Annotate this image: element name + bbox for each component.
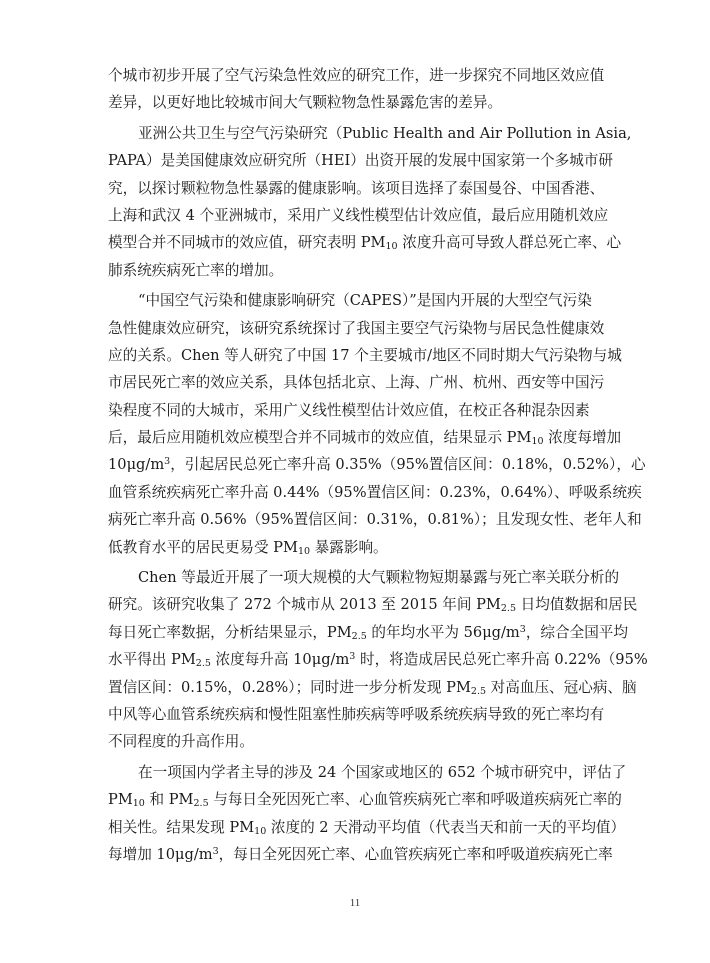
paragraph <box>108 62 604 117</box>
text-run: 肺系统疾病死亡率的增加。 <box>108 261 284 279</box>
subscript: 2.5 <box>500 603 516 615</box>
text-line <box>108 89 604 116</box>
text-run: 染程度不同的大城市，采用广义线性模型估计效应值，在校正各种混杂因素 <box>108 401 590 419</box>
text-run: 置信区间：0.15%，0.28%）；同时进一步分析发现 PM <box>108 678 471 696</box>
text-line <box>108 397 604 424</box>
text-run: 和 PM <box>144 791 194 809</box>
text-run: 时，将造成居民总死亡率升高 0.22%（95% <box>355 651 648 669</box>
text-run: 应的关系。Chen 等人研究了中国 17 个主要城市/地区不同时期大气污染物与城 <box>108 346 622 364</box>
text-run: 浓度每增加 <box>543 429 622 447</box>
text-run: 差异，以更好地比较城市间大气颗粒物急性暴露危害的差异。 <box>108 94 503 112</box>
text-line <box>108 619 628 646</box>
text-run: 浓度每升高 10μg/m <box>210 651 350 669</box>
text-line <box>108 564 620 591</box>
superscript: 3 <box>164 456 171 468</box>
text-line <box>108 674 637 701</box>
text-run: ，引起居民总死亡率升高 0.35%（95%置信区间：0.18%，0.52%），心 <box>170 456 646 474</box>
text-run: 对高血压、冠心病、脑 <box>486 678 637 696</box>
superscript: 3 <box>349 651 356 663</box>
text-line <box>108 175 604 202</box>
text-line <box>108 451 646 478</box>
text-line <box>108 342 622 369</box>
subscript: 2.5 <box>351 630 367 642</box>
text-run: 的年均水平为 56μg/m <box>366 623 520 641</box>
paragraph <box>108 287 646 561</box>
text-line <box>108 62 604 89</box>
text-run: 与每日全死因死亡率、心血管疾病死亡率和呼吸道疾病死亡率的 <box>208 791 622 809</box>
text-line <box>108 534 604 561</box>
text-run: 后，最后应用随机效应模型合并不同城市的效应值，结果显示 PM <box>108 429 532 447</box>
text-line <box>108 257 604 284</box>
text-line <box>108 202 609 229</box>
text-line <box>108 479 642 506</box>
text-line <box>108 369 604 396</box>
superscript: 3 <box>519 623 526 635</box>
text-line <box>108 120 632 147</box>
text-run: 亚洲公共卫生与空气污染研究（Public Health and Air Pollution in Asia, <box>138 124 632 142</box>
text-run: ，每日全死因死亡率、心血管疾病死亡率和呼吸道疾病死亡率 <box>218 845 613 863</box>
text-line <box>108 287 604 314</box>
subscript: 2.5 <box>193 798 209 810</box>
subscript: 10 <box>254 825 267 837</box>
text-run: 日均值数据和居民 <box>515 596 638 614</box>
subscript: 10 <box>531 436 544 448</box>
text-line <box>108 147 613 174</box>
superscript: 3 <box>212 845 219 857</box>
text-line <box>108 759 627 786</box>
text-run: 每增加 10μg/m <box>108 845 213 863</box>
text-run: 每日死亡率数据，分析结果显示，PM <box>108 623 352 641</box>
text-line <box>108 424 622 451</box>
text-line <box>108 814 626 841</box>
text-run: 水平得出 PM <box>108 651 196 669</box>
text-run: PAPA）是美国健康效应研究所（HEI）出资开展的发展中国家第一个多城市研 <box>108 152 613 170</box>
text-run: 病死亡率升高 0.56%（95%置信区间：0.31%，0.81%）；且发现女性、老年人和 <box>108 511 642 529</box>
text-run: 模型合并不同城市的效应值，研究表明 PM <box>108 234 386 252</box>
text-run: 10μg/m <box>108 456 165 474</box>
text-run: 暴露影响。 <box>310 538 388 556</box>
text-run: 浓度升高可导致人群总死亡率、心 <box>397 234 622 252</box>
page-number: 11 <box>349 897 361 909</box>
text-run: 中风等心血管系统疾病和慢性阻塞性肺疾病等呼吸系统疾病导致的死亡率均有 <box>108 705 605 723</box>
subscript: 2.5 <box>195 658 211 670</box>
text-run: 血管系统疾病死亡率升高 0.44%（95%置信区间：0.23%，0.64%）、呼吸系统疾 <box>108 483 642 501</box>
subscript: 10 <box>132 798 145 810</box>
paragraph <box>108 759 627 869</box>
text-run: 急性健康效应研究，该研究系统探讨了我国主要空气污染物与居民急性健康效 <box>108 319 605 337</box>
text-line <box>108 646 648 673</box>
text-run: ，综合全国平均 <box>525 623 628 641</box>
body-text <box>108 62 648 868</box>
subscript: 10 <box>385 241 398 253</box>
text-line <box>108 701 604 728</box>
text-run: “中国空气污染和健康影响研究（CAPES）”是国内开展的大型空气污染 <box>138 292 592 310</box>
text-run: 浓度的 2 天滑动平均值（代表当天和前一天的平均值） <box>266 818 626 836</box>
subscript: 10 <box>297 545 311 557</box>
text-run: 研究。该研究收集了 272 个城市从 2013 至 2015 年间 PM <box>108 596 501 614</box>
text-run: 上海和武汉 4 个亚洲城市，采用广义线性模型估计效应值，最后应用随机效应 <box>108 206 609 224</box>
text-line <box>108 506 642 533</box>
text-run: 市居民死亡率的效应关系，具体包括北京、上海、广州、杭州、西安等中国污 <box>108 374 605 392</box>
text-line <box>108 229 622 256</box>
text-run: 相关性。结果发现 PM <box>108 818 255 836</box>
text-run: 在一项国内学者主导的涉及 24 个国家或地区的 652 个城市研究中，评估了 <box>138 763 627 781</box>
text-line <box>108 591 638 618</box>
text-run: 究，以探讨颗粒物急性暴露的健康影响。该项目选择了泰国曼谷、中国香港、 <box>108 179 605 197</box>
text-run: PM <box>108 791 133 809</box>
paragraph <box>108 564 648 756</box>
text-line <box>108 728 604 755</box>
text-run: 低教育水平的居民更易受 PM <box>108 538 298 556</box>
text-line <box>108 315 604 342</box>
text-run: 个城市初步开展了空气污染急性效应的研究工作，进一步探究不同地区效应值 <box>108 67 605 84</box>
text-line <box>108 841 613 868</box>
text-run: Chen 等最近开展了一项大规模的大气颗粒物短期暴露与死亡率关联分析的 <box>138 569 620 587</box>
text-run: 不同程度的升高作用。 <box>108 733 254 751</box>
subscript: 2.5 <box>470 685 487 697</box>
paragraph <box>108 120 632 284</box>
text-line <box>108 786 622 813</box>
